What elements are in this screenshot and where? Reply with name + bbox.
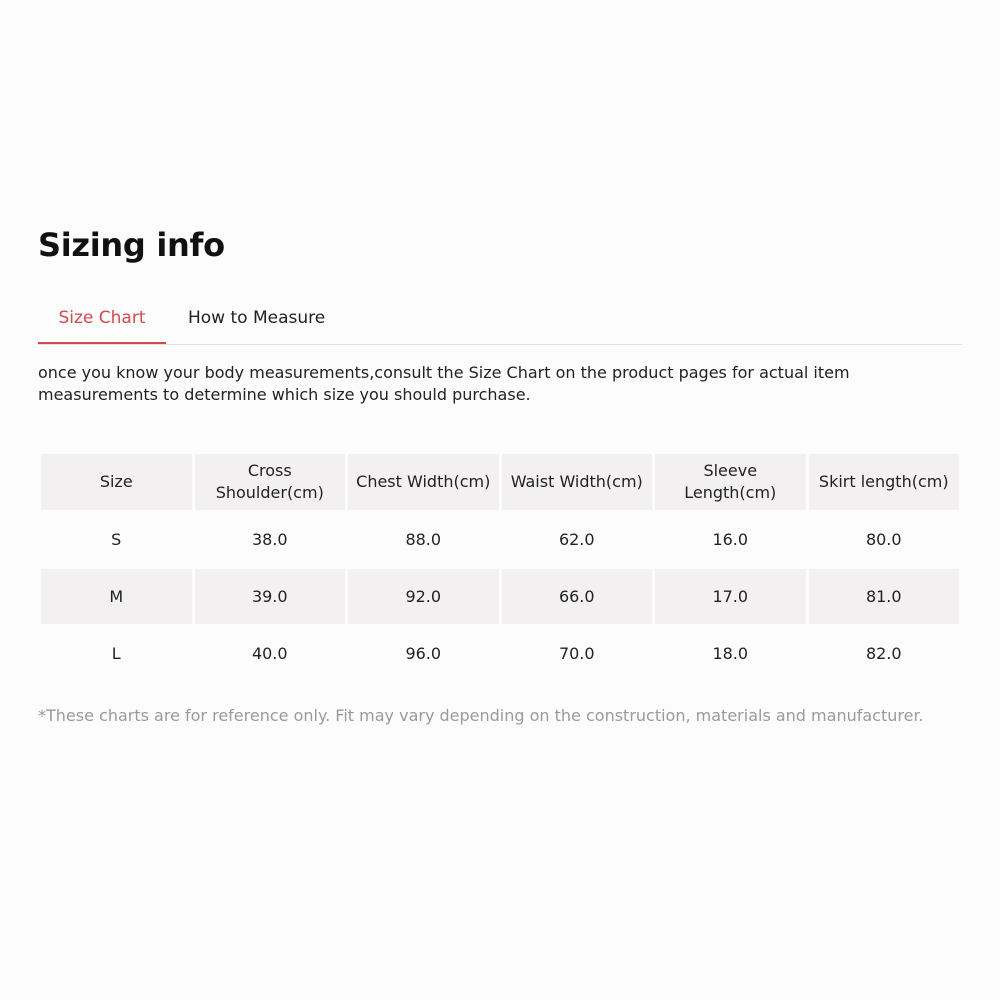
cell-cross-shoulder: 40.0 — [251, 644, 288, 663]
header-cross-shoulder: Cross Shoulder(cm) — [195, 454, 346, 510]
cell-size: L — [111, 644, 121, 663]
cell-size: S — [111, 530, 122, 549]
table-row — [41, 626, 959, 681]
description-text: once you know your body measurements,consult the Size Chart on the product pages for actual item measurements to determine which size you should purchase. — [38, 363, 850, 404]
cell-waist-width: 70.0 — [558, 644, 595, 663]
cell-waist-width: 66.0 — [502, 569, 653, 624]
cell-chest-width: 92.0 — [348, 569, 499, 624]
header-chest-width: Chest Width(cm) — [348, 454, 499, 510]
page-title: Sizing info — [38, 226, 225, 264]
disclaimer-note: *These charts are for reference only. Fit may vary depending on the construction, materials and manufacturer. — [38, 706, 924, 725]
table-row — [41, 569, 959, 624]
cell-chest-width: 88.0 — [405, 530, 442, 549]
cell-size: M — [41, 569, 192, 624]
cell-cross-shoulder: 38.0 — [251, 530, 288, 549]
cell-chest-width: 96.0 — [405, 644, 442, 663]
table-row — [41, 512, 959, 567]
tab-bar — [38, 300, 962, 345]
cell-sleeve-length: 16.0 — [712, 530, 749, 549]
header-size: Size — [41, 454, 192, 510]
cell-sleeve-length: 18.0 — [712, 644, 749, 663]
header-skirt-length: Skirt length(cm) — [809, 454, 960, 510]
table-header-row — [41, 454, 959, 510]
tab-size-chart[interactable]: Size Chart — [38, 300, 166, 344]
size-chart-table — [38, 452, 962, 683]
header-waist-width: Waist Width(cm) — [502, 454, 653, 510]
cell-waist-width: 62.0 — [558, 530, 595, 549]
cell-skirt-length: 80.0 — [865, 530, 902, 549]
tab-how-to-measure[interactable]: How to Measure — [188, 308, 326, 328]
cell-sleeve-length: 17.0 — [655, 569, 806, 624]
cell-skirt-length: 81.0 — [809, 569, 960, 624]
cell-skirt-length: 82.0 — [865, 644, 902, 663]
cell-cross-shoulder: 39.0 — [195, 569, 346, 624]
header-sleeve-length: Sleeve Length(cm) — [655, 454, 806, 510]
